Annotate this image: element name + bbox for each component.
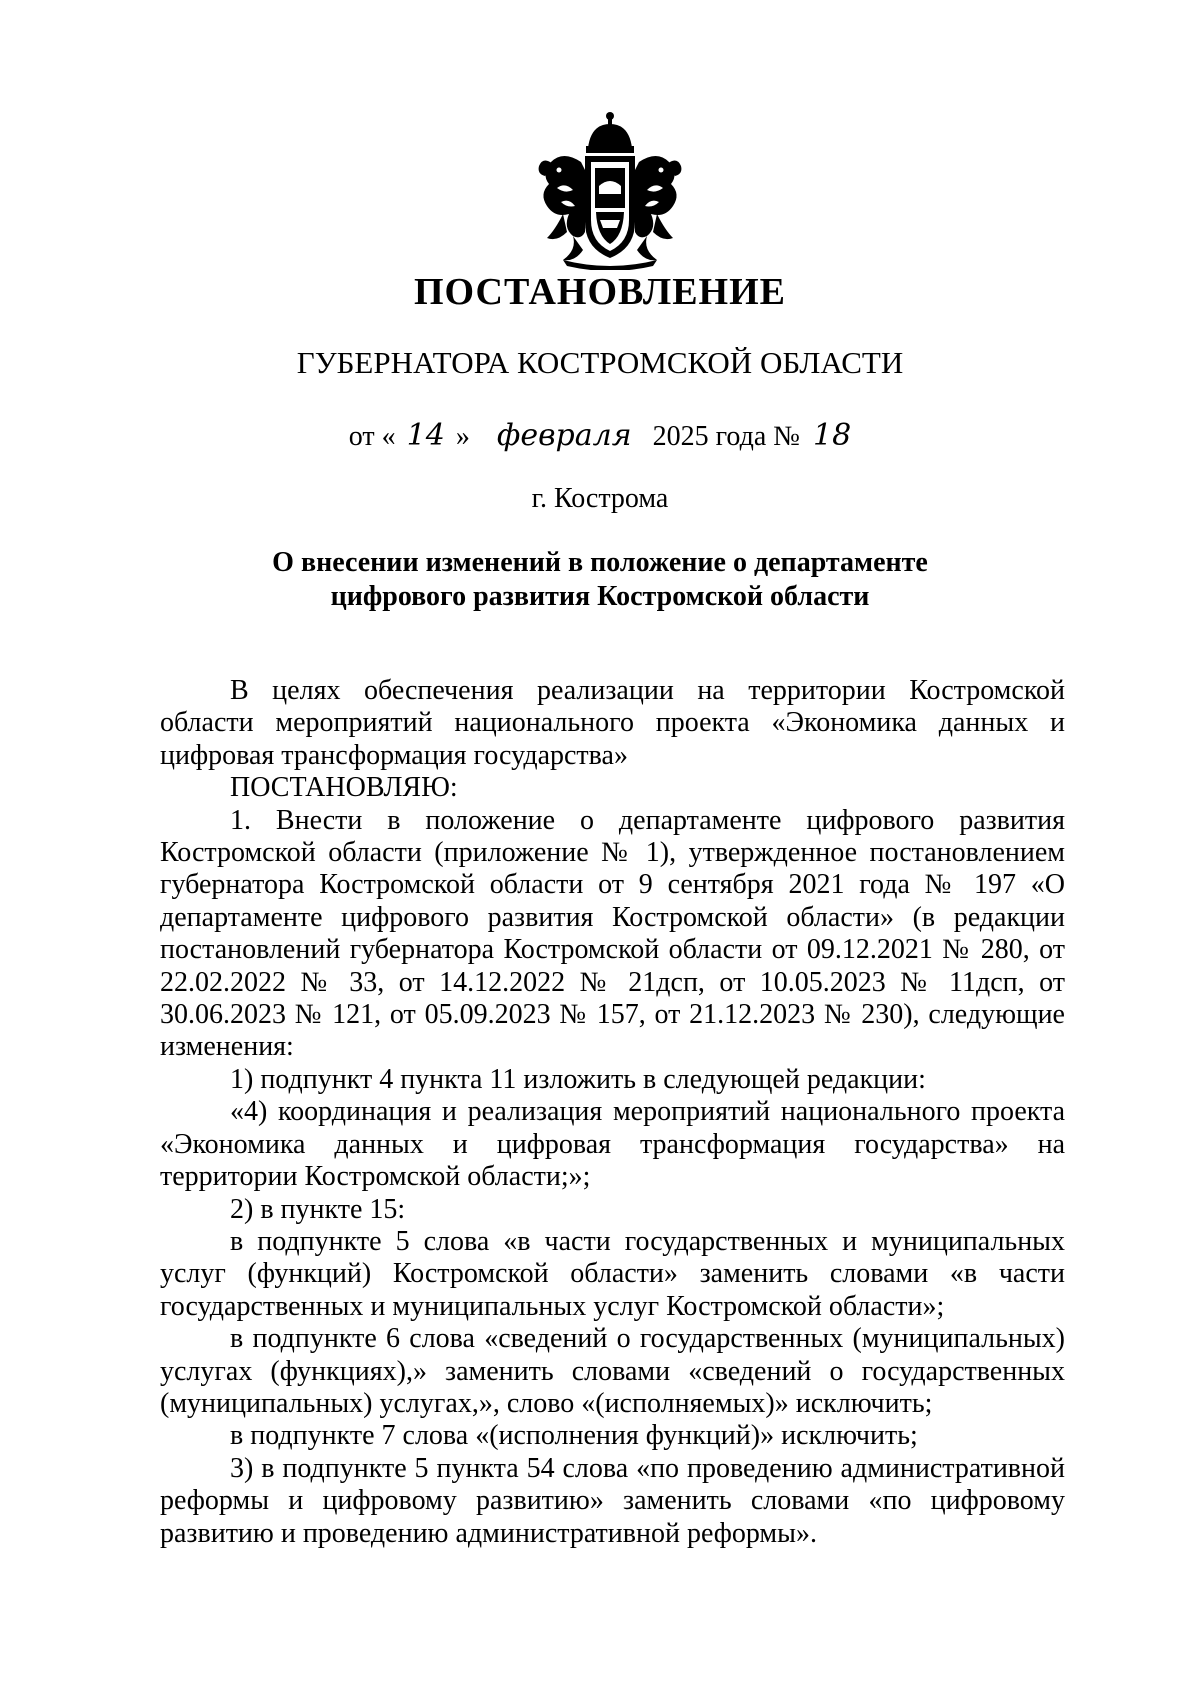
subject-line-2: цифрового развития Костромской области bbox=[330, 581, 870, 612]
subitem-1-paragraph: 1) подпункт 4 пункта 11 изложить в следующей редакции: bbox=[230, 1063, 926, 1095]
subitem-3-paragraph: 3) в подпункте 5 пункта 54 слова «по проведению административной реформы и цифровому развитию» заменить словами «по цифровому развитию и проведению административной реформы». bbox=[160, 1452, 1065, 1549]
document-body bbox=[160, 675, 1065, 1550]
document-authority: ГУБЕРНАТОРА КОСТРОМСКОЙ ОБЛАСТИ bbox=[296, 345, 904, 380]
date-prefix: от « bbox=[348, 421, 396, 452]
document-type-title: ПОСТАНОВЛЕНИЕ bbox=[413, 271, 787, 313]
subitem-1-text-paragraph: «4) координация и реализация мероприятий национального проекта «Экономика данных и цифровая трансформация государства» на территории Костромской области;»; bbox=[160, 1096, 1065, 1193]
subitem-2c-paragraph: в подпункте 7 слова «(исполнения функций)» исключить; bbox=[230, 1420, 918, 1452]
subitem-2a-paragraph: в подпункте 5 слова «в части государственных и муниципальных услуг (функций) Костромской области» заменить словами «в части государственных и муниципальных услуг Костромской области»; bbox=[160, 1225, 1065, 1322]
document-subject bbox=[0, 546, 1200, 614]
subitem-2-paragraph: 2) в пункте 15: bbox=[230, 1193, 406, 1225]
document-city: г. Кострома bbox=[531, 483, 669, 514]
subitem-2b-paragraph: в подпункте 6 слова «сведений о государственных (муниципальных) услугах (функциях),» заменить словами «сведений о государственных (муниципальных) услугах,», слово «(исполняемых)» исключить; bbox=[160, 1323, 1065, 1419]
handwritten-month: февраля bbox=[496, 418, 632, 453]
handwritten-document-number: 18 bbox=[813, 418, 852, 453]
coat-of-arms-emblem bbox=[533, 110, 688, 270]
subject-line-1: О внесении изменений в положение о департаменте bbox=[272, 547, 928, 578]
decree-word: ПОСТАНОВЛЯЮ: bbox=[230, 772, 458, 804]
item-1-paragraph: 1. Внести в положение о департаменте цифрового развития Костромской области (приложение № 1), утвержденное постановлением губернатора Костромской области от 9 сентября 2021 года № 197 «О департаменте цифрового развития Костромской области» (в редакции постановлений губернатора Костромской области от 09.12.2021 № 280, от 22.02.2022 № 33, от 14.12.2022 № 21дсп, от 10.05.2023 № 11дсп, от 30.06.2023 № 121, от 05.09.2023 № 157, от 21.12.2023 № 230), следующие изменения: bbox=[160, 804, 1065, 1063]
preamble-paragraph: В целях обеспечения реализации на территории Костромской области мероприятий национального проекта «Экономика данных и цифровая трансформация государства» bbox=[160, 675, 1065, 771]
date-day-close: » bbox=[455, 421, 470, 452]
document-date-line bbox=[0, 418, 1200, 453]
date-year-text: 2025 года № bbox=[652, 421, 800, 452]
handwritten-day: 14 bbox=[406, 418, 445, 453]
